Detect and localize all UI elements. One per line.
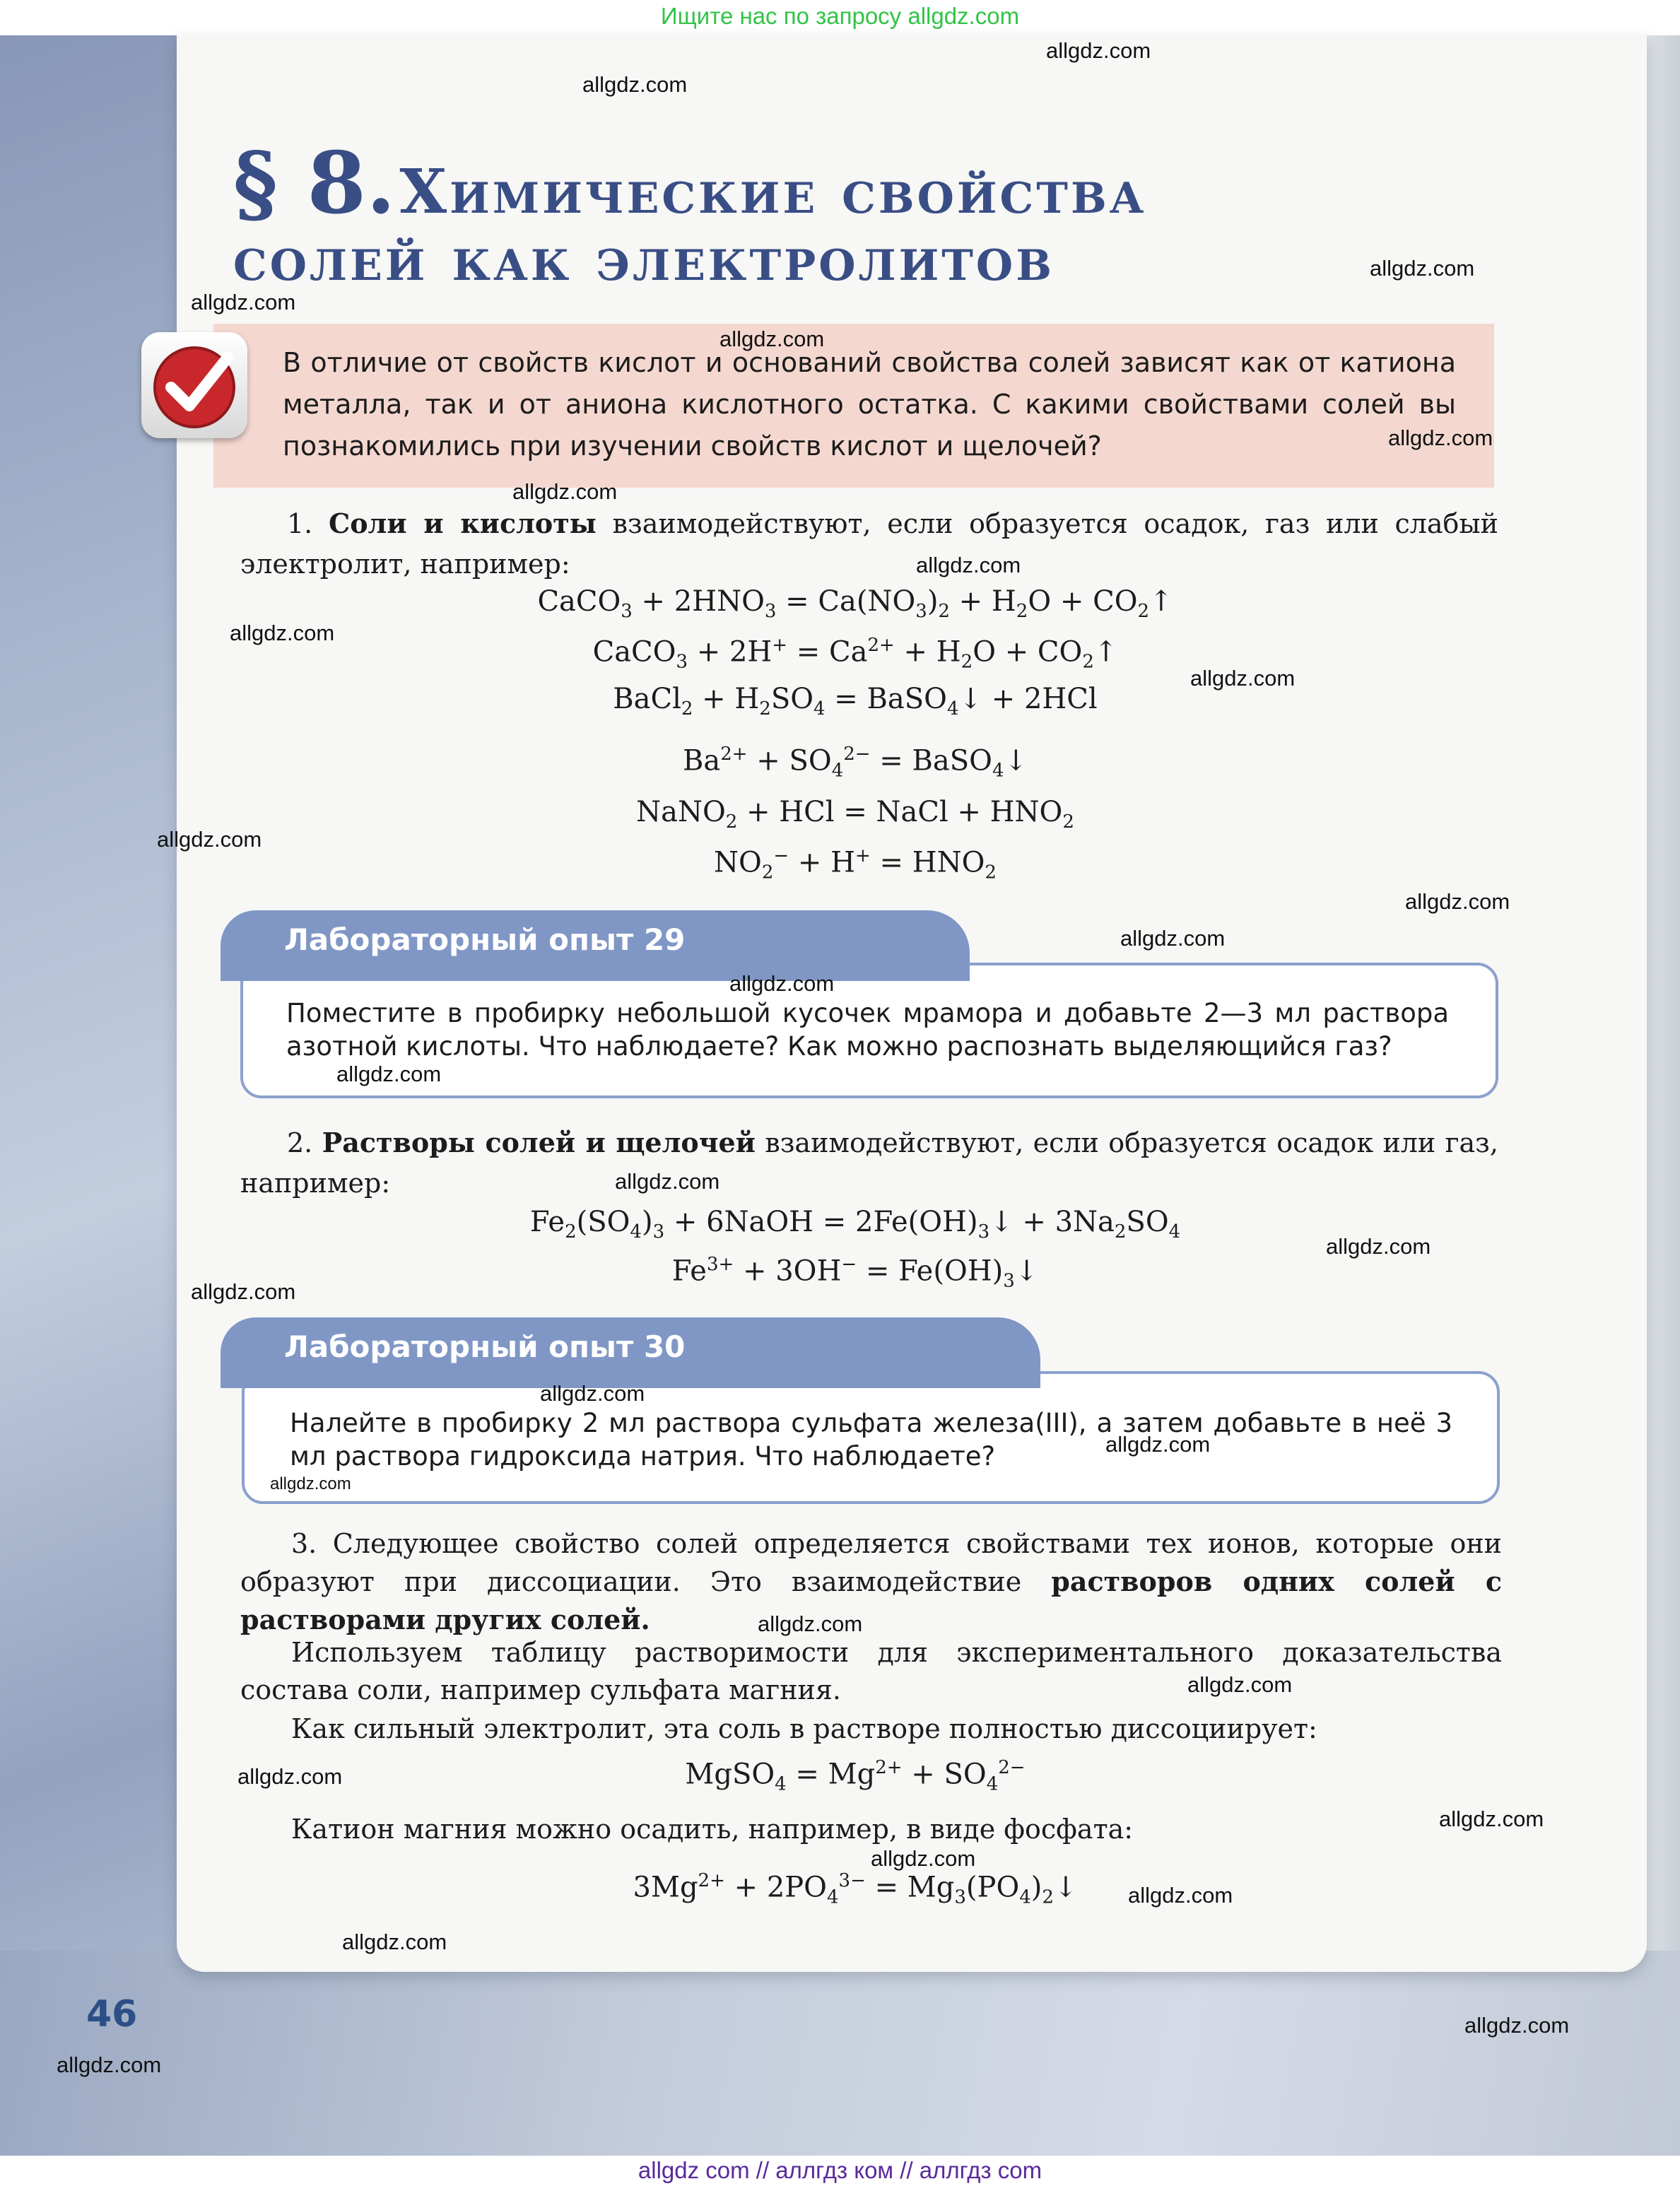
section-3-text-a: Следующее свойство солей определяется свойствами тех ионов, которые они образуют при диссоциации. Это взаимодействие bbox=[240, 1528, 1502, 1597]
watermark[interactable]: allgdz.com bbox=[1046, 38, 1151, 63]
section-3-paragraph-3: Как сильный электролит, эта соль в растворе полностью диссоциирует: bbox=[291, 1713, 1317, 1744]
page-title bbox=[233, 134, 1435, 295]
equation-9: MgSO$_4$ = $Mg^{2+} + SO_4^{2-}$ bbox=[685, 1757, 1026, 1795]
title-line-2: солей как электролитов bbox=[233, 223, 1055, 295]
watermark[interactable]: allgdz.com bbox=[157, 827, 262, 852]
watermark[interactable]: allgdz.com bbox=[540, 1381, 645, 1406]
section-1-number: 1. bbox=[287, 508, 313, 539]
equation-7: $Fe_2(SO_4)_3$ + 6NaOH = $2Fe(OH)_3↓ + 3Na_2SO_4$ bbox=[529, 1206, 1181, 1243]
watermark[interactable]: allgdz.com bbox=[1120, 926, 1226, 951]
watermark[interactable]: allgdz.com bbox=[758, 1611, 863, 1636]
lab-30-tab bbox=[221, 1317, 998, 1388]
section-1-text bbox=[240, 503, 1498, 585]
background-bottom bbox=[0, 1951, 1680, 2156]
watermark[interactable]: allgdz.com bbox=[191, 1279, 296, 1304]
watermark[interactable]: allgdz.com bbox=[336, 1062, 442, 1086]
page-number: 46 bbox=[86, 1993, 138, 2036]
watermark[interactable]: allgdz.com bbox=[57, 2052, 162, 2077]
watermark[interactable]: allgdz.com bbox=[916, 553, 1021, 577]
section-3-number: 3. bbox=[291, 1528, 317, 1559]
watermark[interactable]: allgdz.com bbox=[582, 72, 688, 97]
lab-29-text: Поместите в пробирку небольшой кусочек мрамора и добавьте 2—3 мл раствора азотной кислоты. Что наблюдаете? Как можно распознать выделяющийся газ? bbox=[286, 998, 1449, 1062]
watermark[interactable]: allgdz.com bbox=[237, 1764, 343, 1789]
watermark[interactable]: allgdz.com bbox=[871, 1846, 976, 1871]
section-3-text bbox=[240, 1525, 1502, 1639]
lab-30-title: Лабораторный опыт 30 bbox=[284, 1329, 686, 1364]
watermark[interactable]: allgdz.com bbox=[1105, 1432, 1211, 1457]
section-2-bold: Растворы солей и щелочей bbox=[322, 1127, 756, 1158]
section-number: § 8. bbox=[233, 134, 396, 233]
lab-30-text: Налейте в пробирку 2 мл раствора сульфата железа(III), а затем добавьте в неё 3 мл раствора гидроксида натрия. Что наблюдаете? bbox=[290, 1408, 1452, 1472]
watermark[interactable]: allgdz.com bbox=[1405, 889, 1510, 914]
section-3-paragraph-4: Катион магния можно осадить, например, в виде фосфата: bbox=[291, 1814, 1134, 1845]
section-2-number: 2. bbox=[287, 1127, 313, 1158]
section-1-bold: Соли и кислоты bbox=[328, 507, 597, 539]
watermark[interactable]: allgdz.com bbox=[191, 290, 296, 315]
top-banner[interactable]: Ищите нас по запросу allgdz.com bbox=[660, 3, 1020, 29]
watermark[interactable]: allgdz.com bbox=[1370, 256, 1475, 281]
equation-8: $Fe^{3+} + 3OH^-$ = $Fe(OH)_3↓$ bbox=[671, 1254, 1039, 1292]
section-3-paragraph-2: Используем таблицу растворимости для экспериментального доказательства состава соли, например сульфата магния. bbox=[240, 1637, 1502, 1705]
watermark[interactable]: allgdz.com bbox=[270, 1474, 351, 1493]
title-line-1: Химические свойства bbox=[399, 156, 1147, 228]
intro-text: В отличие от свойств кислот и оснований свойства солей зависят как от катиона металла, так и от аниона кислотного остатка. С какими свойствами солей вы познакомились при изучении свойств кислот и щелочей? bbox=[283, 347, 1456, 462]
watermark[interactable]: allgdz.com bbox=[1128, 1883, 1233, 1908]
checkmark-icon bbox=[141, 332, 247, 438]
watermark[interactable]: allgdz.com bbox=[1187, 1672, 1293, 1697]
watermark[interactable]: allgdz.com bbox=[719, 327, 825, 351]
watermark[interactable]: allgdz.com bbox=[1439, 1807, 1544, 1831]
equation-10: $3Mg^{2+} + 2PO_4^{3-}$ = $Mg_3(PO_4)_2↓$ bbox=[633, 1870, 1078, 1908]
watermark[interactable]: allgdz.com bbox=[1464, 2013, 1570, 2038]
watermark[interactable]: allgdz.com bbox=[1190, 666, 1296, 691]
equation-3: BaCl$_2$ + $H_2SO_4$ = BaSO$_4$↓ + 2HCl bbox=[613, 683, 1098, 719]
section-3-bold: растворов одних солей с растворами других солей. bbox=[240, 1566, 1502, 1635]
watermark[interactable]: allgdz.com bbox=[512, 479, 618, 504]
equation-4: $Ba^{2+} + SO_4^{2-}$ = BaSO$_4$↓ bbox=[682, 744, 1028, 782]
watermark[interactable]: allgdz.com bbox=[342, 1929, 447, 1954]
watermark[interactable]: allgdz.com bbox=[729, 971, 835, 996]
section-1-rest: взаимодействуют, если образуется осадок, газ или слабый электролит, например: bbox=[240, 508, 1498, 580]
watermark[interactable]: allgdz.com bbox=[1326, 1234, 1431, 1259]
watermark[interactable]: allgdz.com bbox=[1388, 425, 1493, 450]
lab-29-tab bbox=[221, 910, 927, 981]
equation-6: $NO_2^- + H^+ = HNO_2$ bbox=[714, 845, 997, 883]
equation-1: CaCO$_3$ + $2HNO_3 = Ca(NO_3)_2 + H_2O$ + $CO_2↑$ bbox=[537, 585, 1173, 622]
equation-2: CaCO$_3$ + $2H^+ = Ca^{2+} + H_2O$ + $CO_2↑$ bbox=[592, 635, 1118, 673]
section-2-text bbox=[240, 1122, 1498, 1204]
section-2-rest: взаимодействуют, если образуется осадок или газ, например: bbox=[240, 1127, 1498, 1199]
equation-5: NaNO$_2$ + HCl = NaCl + $HNO_2$ bbox=[636, 796, 1074, 833]
watermark[interactable]: allgdz.com bbox=[230, 621, 335, 645]
bottom-banner[interactable]: allgdz com // аллгдз ком // аллгдз com bbox=[638, 2157, 1042, 2183]
lab-29-title: Лабораторный опыт 29 bbox=[284, 922, 686, 957]
watermark[interactable]: allgdz.com bbox=[615, 1169, 720, 1194]
